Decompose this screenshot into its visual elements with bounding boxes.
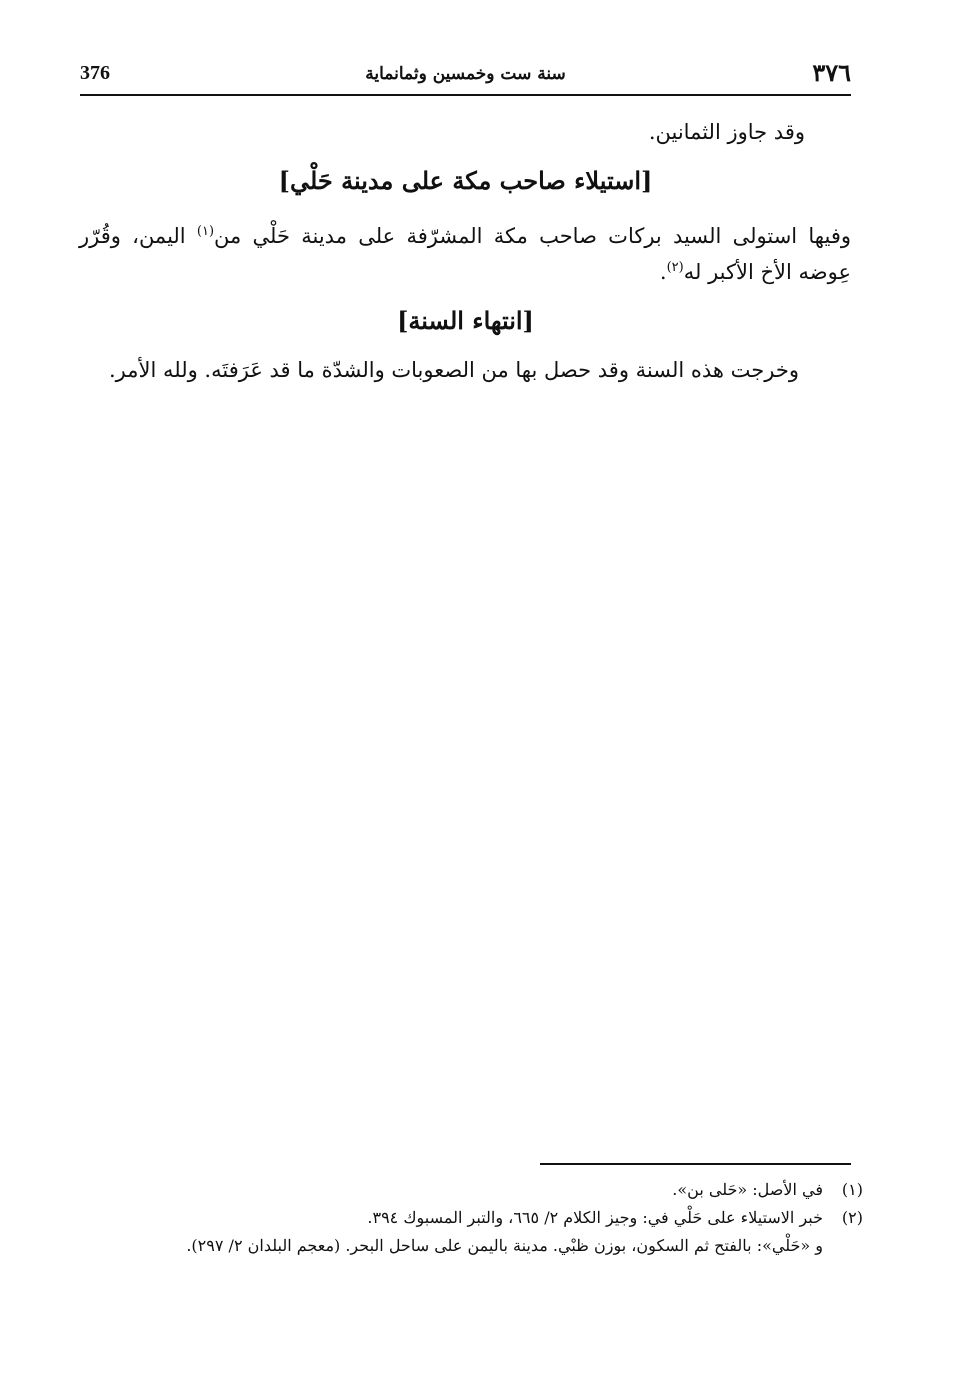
page-number-arabic: ٣٧٦	[812, 58, 851, 87]
page-header	[80, 58, 851, 96]
continuation-text: وقد جاوز الثمانين.	[648, 120, 805, 144]
footnote-1	[81, 1176, 863, 1204]
footnote-divider	[540, 1163, 851, 1165]
paragraph-capture	[79, 218, 851, 290]
footnote-mark: (٢)	[841, 1208, 863, 1227]
footnote-2-continuation: و «حَلْي»: بالفتح ثم السكون، بوزن ظبْي. مدينة باليمن على ساحل البحر. (معجم البلدان ٢/ ٢٩٧).	[186, 1236, 823, 1255]
footnote-mark: (١)	[841, 1180, 863, 1199]
paragraph-text: اليمن، وقُرّر عِوضه الأخ الأكبر له	[79, 224, 851, 284]
footnote-ref-1: (١)	[196, 224, 215, 239]
paragraph-year-end: وخرجت هذه السنة وقد حصل بها من الصعوبات والشدّة ما قد عَرَفتَه. ولله الأمر.	[109, 358, 799, 382]
section-heading-year-end: [انتهاء السنة]	[397, 306, 534, 335]
paragraph-text: .	[659, 260, 667, 284]
footnote-text: في الأصل: «حَلى بن».	[672, 1180, 823, 1199]
section-heading-capture: [استيلاء صاحب مكة على مدينة حَلْي]	[278, 166, 653, 195]
page-number-latin: 376	[80, 62, 110, 84]
running-title: سنة ست وخمسين وثمانماية	[365, 64, 566, 84]
paragraph-text: وفيها استولى السيد بركات صاحب مكة المشرّفة على مدينة حَلْي من	[214, 224, 851, 248]
footnote-ref-2: (٢)	[666, 260, 684, 275]
footnote-text: خبر الاستيلاء على حَلْي في: وجيز الكلام ٢/ ٦٦٥، والتبر المسبوك ٣٩٤.	[367, 1208, 823, 1227]
footnote-2	[81, 1204, 863, 1232]
footnotes	[81, 1176, 863, 1260]
